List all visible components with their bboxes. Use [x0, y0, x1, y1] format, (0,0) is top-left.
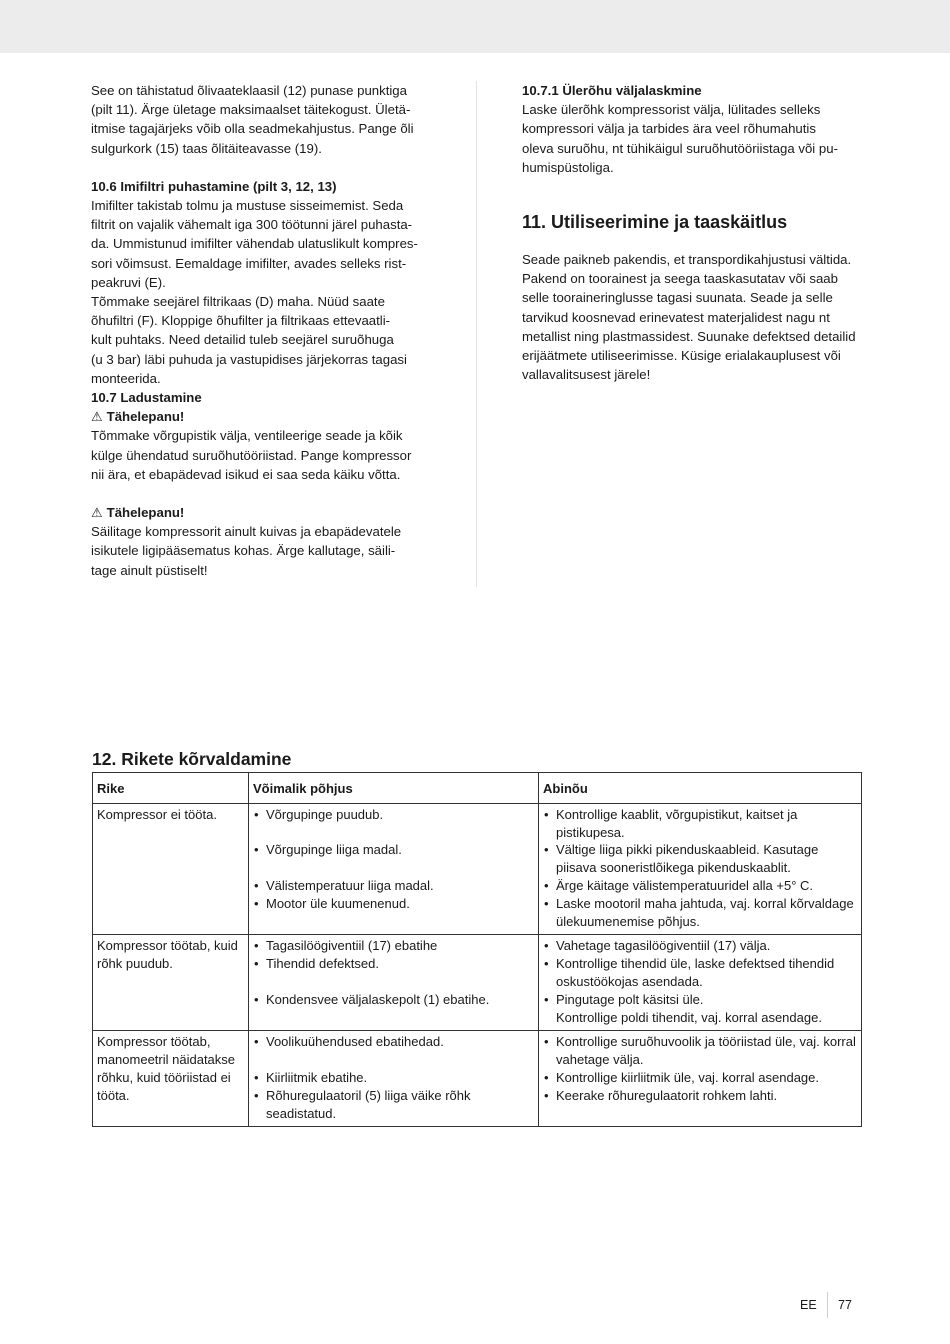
page-number: 77 — [838, 1298, 852, 1312]
oil-level-text: See on tähistatud õlivaateklaasil (12) punase punktiga (pilt 11). Ärge ületage maksimaalset täitekogust. Ületä- itmise tagajärjeks võib olla seadmekahjustus. Pange õli sulgurkork (15) taas õlitäiteavasse (19). — [91, 83, 414, 156]
remedy-cell — [539, 803, 862, 935]
list-item: Kontrollige poldi tihendit, vaj. korral asendage. — [556, 1009, 822, 1025]
list-item: • Rõhuregulaatoril (5) liiga väike rõhk seadistatud. — [253, 1087, 534, 1123]
list-item: • Tagasilöögiventiil (17) ebatihe — [253, 937, 534, 955]
warning-triangle-icon: ⚠ — [91, 505, 103, 521]
storage-conditions-text: Säilitage kompressorit ainult kuivas ja ebapädevatele isikutele ligipääsematus kohas. Ärge kallutage, säili- tage ainult püstiselt! — [91, 524, 402, 578]
list-item: • Kontrollige kaablit, võrgupistikut, kaitset ja pistikupesa. — [543, 806, 857, 842]
warning-1: ⚠ Tähelepanu! — [91, 407, 431, 426]
troubleshooting-table — [92, 772, 862, 1127]
pressure-release-text: Laske ülerõhk kompressorist välja, lülitades selleks kompressori välja ja tarbides ära veel rõhumahutis oleva suruõhu, nt tühikäigul suruõhutööriistaga või pu- humispüstoliga. — [522, 102, 838, 175]
list-item: • Pingutage polt käsitsi üle. — [543, 991, 857, 1009]
list-item: • Kiirliitmik ebatihe. — [253, 1069, 534, 1087]
list-item: • Ärge käitage välistemperatuuridel alla +5° C. — [543, 877, 857, 895]
list-item: • Keerake rõhuregulaatorit rohkem lahti. — [543, 1087, 857, 1105]
list-item: • Tihendid defektsed. — [253, 955, 534, 973]
table-row — [93, 803, 862, 935]
footer-separator — [827, 1292, 828, 1318]
header-fault: Rike — [93, 773, 249, 804]
filter-cover-text: Tõmmake seejärel filtrikaas (D) maha. Nüüd saate õhufiltri (F). Kloppige õhufilter ja filtrikaas ettevaatli- kult puhtaks. Need detailid tuleb seejärel suruõhuga (u 3 bar) läbi puhuda ja vastupidises järjekorras tagasi monteerida. — [91, 294, 407, 386]
list-item: • Kondensvee väljalaskepolt (1) ebatihe. — [253, 991, 534, 1009]
remedy-cell — [539, 935, 862, 1031]
top-bar — [0, 0, 950, 53]
list-item: • Vahetage tagasilöögiventiil (17) välja. — [543, 937, 857, 955]
table-row — [93, 1031, 862, 1127]
column-divider — [476, 81, 477, 587]
list-item: • Kontrollige tihendid üle, laske defektsed tihendid oskustöökojas asendada. — [543, 955, 857, 991]
list-item: • Võrgupinge liiga madal. — [253, 841, 534, 859]
left-column — [91, 81, 431, 580]
list-item: • Vältige liiga pikki pikenduskaableid. Kasutage piisava sooneristlõikega pikenduskaablit. — [543, 841, 857, 877]
air-filter-text: Imifilter takistab tolmu ja mustuse sisseimemist. Seda filtrit on vajalik vähemalt iga 300 töötunni järel puhasta- da. Ummistunud imifilter vähendab ulatuslikult kompres- sori võimsust. Eemaldage imifilter, avades selleks rist- peakruvi (E). — [91, 198, 418, 290]
heading-10-7: 10.7 Ladustamine — [91, 390, 202, 406]
cause-cell — [249, 935, 539, 1031]
heading-10-7-1: 10.7.1 Ülerõhu väljalaskmine — [522, 83, 702, 98]
list-item: • Võrgupinge puudub. — [253, 806, 534, 824]
right-column — [522, 81, 862, 384]
list-item: • Laske mootoril maha jahtuda, vaj. korral kõrvaldage ülekuumenemise põhjus. — [543, 895, 857, 931]
storage-text: Tõmmake võrgupistik välja, ventileerige seade ja kõik külge ühendatud suruõhutööriistad. Pange kompressor nii ära, et ebapädevad isikud ei saa seda käiku võtta. — [91, 428, 412, 482]
fault-cell: Kompressor töötab, kuid rõhk puudub. — [93, 935, 249, 1031]
list-item: • Voolikuühendused ebatihedad. — [253, 1033, 534, 1051]
fault-cell: Kompressor ei tööta. — [93, 803, 249, 935]
list-item: • Kontrollige suruõhuvoolik ja tööriistad üle, vaj. korral vahetage välja. — [543, 1033, 857, 1069]
table-row — [93, 935, 862, 1031]
disposal-text: Seade paikneb pakendis, et transpordikahjustusi vältida. Pakend on toorainest ja seega taaskasutatav või saab selle tooraineringlusse tagasi suunata. Seade ja selle tarvikud koosnevad erinevatest materjalidest nagu nt metallist ning plastmassidest. Suunake defektsed detailid erijäätmete utiliseerimisse. Küsige erialakauplusest või vallavalitsusest järele! — [522, 252, 856, 383]
language-code: EE — [800, 1298, 817, 1312]
heading-11: 11. Utiliseerimine ja taaskäitlus — [522, 212, 788, 233]
header-remedy: Abinõu — [539, 773, 862, 804]
heading-12: 12. Rikete kõrvaldamine — [92, 749, 292, 769]
list-item: • Mootor üle kuumenenud. — [253, 895, 534, 913]
list-item: • Välistemperatuur liiga madal. — [253, 877, 534, 895]
list-item: • Kontrollige kiirliitmik üle, vaj. korral asendage. — [543, 1069, 857, 1087]
cause-cell — [249, 803, 539, 935]
heading-10-6: 10.6 Imifiltri puhastamine (pilt 3, 12, 13) — [91, 178, 337, 194]
warning-triangle-icon: ⚠ — [91, 409, 103, 425]
header-cause: Võimalik põhjus — [249, 773, 539, 804]
warning-2: ⚠ Tähelepanu! — [91, 503, 431, 522]
table-header-row — [93, 773, 862, 804]
fault-cell: Kompressor töötab, manomeetril näidatakse rõhku, kuid tööriistad ei tööta. — [93, 1031, 249, 1127]
remedy-cell — [539, 1031, 862, 1127]
cause-cell — [249, 1031, 539, 1127]
